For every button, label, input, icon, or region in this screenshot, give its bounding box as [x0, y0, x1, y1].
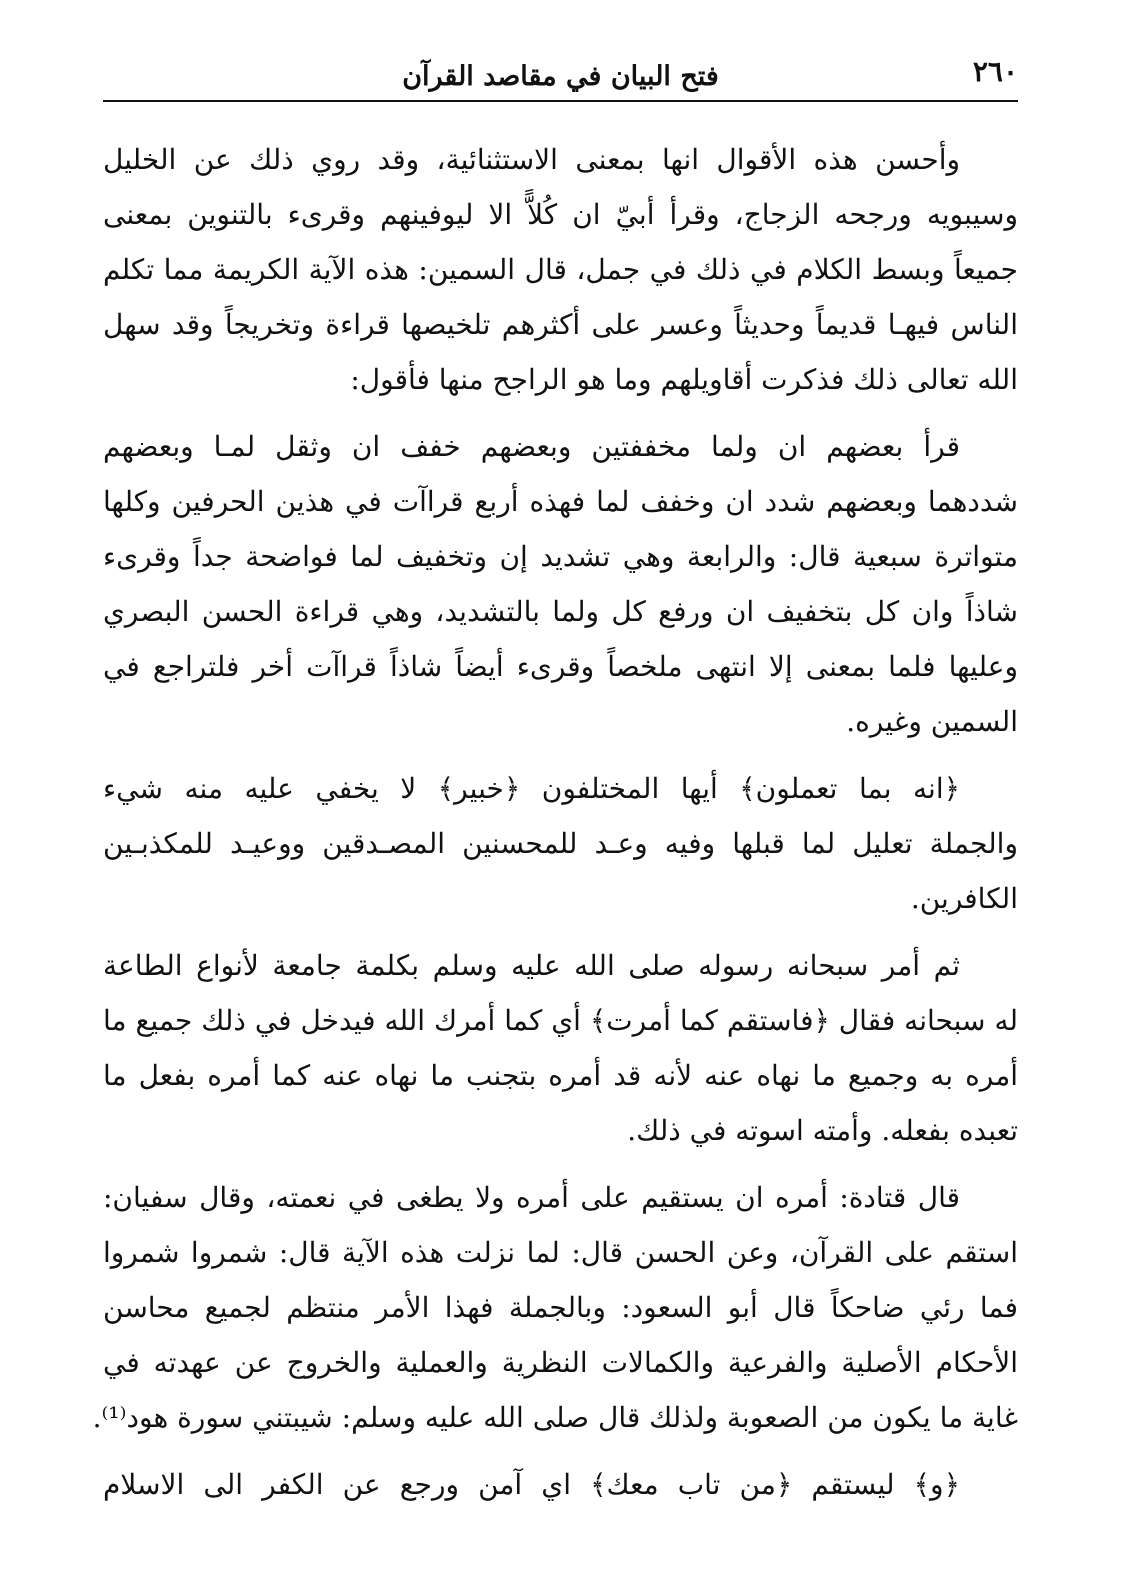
text-line: استقم على القرآن، وعن الحسن قال: لما نزلت هذه الآية قال: شمروا شمروا: [103, 1236, 1018, 1269]
text-line: فما رئي ضاحكاً قال أبو السعود: وبالجملة فهذا الأمر منتظم لجميع محاسن: [103, 1291, 1018, 1324]
text-line: شددهما وبعضهم شدد ان وخفف لما فهذه أربع قراآت في هذين الحرفين وكلها: [103, 485, 1018, 518]
paragraph: [103, 761, 1018, 926]
paragraph: [92, 1170, 1018, 1445]
text-line: جميعاً وبسط الكلام في ذلك في جمل، قال السمين: هذه الآية الكريمة مما تكلم: [103, 253, 1018, 286]
text-line: وعليها فلما بمعنى إلا انتهى ملخصاً وقرىء أيضاً شاذاً قراآت أخر فلتراجع في: [103, 650, 1018, 683]
paragraph: [103, 132, 1018, 407]
text-line: وسيبويه ورجحه الزجاج، وقرأ أبيّ ان كُلاًّ الا ليوفينهم وقرىء بالتنوين بمعنى: [103, 198, 1018, 231]
text-line: الكافرين.: [910, 882, 1018, 915]
text-line: الأحكام الأصلية والفرعية والكمالات النظرية والعملية والخروج عن عهدته في: [103, 1346, 1018, 1379]
text-line: تعبده بفعله. وأمته اسوته في ذلك.: [627, 1114, 1018, 1147]
text-line: والجملة تعليل لما قبلها وفيه وعـد للمحسنين المصـدقين ووعيـد للمكذبـين: [103, 827, 1018, 860]
header-title: فتح البيان في مقاصد القرآن: [402, 61, 719, 92]
paragraph: [103, 419, 1018, 749]
text-line: غاية ما يكون من الصعوبة ولذلك قال صلى الله عليه وسلم: شيبتني سورة هود⁽¹⁾.: [92, 1401, 1018, 1434]
text-line: له سبحانه فقال ﴿فاستقم كما أمرت﴾ أي كما أمرك الله فيدخل في ذلك جميع ما: [103, 1004, 1018, 1037]
text-line: ﴿و﴾ ليستقم ﴿من تاب معك﴾ اي آمن ورجع عن الكفر الى الاسلام: [103, 1468, 960, 1501]
text-line: أمره به وجميع ما نهاه عنه لأنه قد أمره بتجنب ما نهاه عنه كما أمره بفعل ما: [103, 1059, 1018, 1092]
text-line: وأحسن هذه الأقوال انها بمعنى الاستثنائية، وقد روي ذلك عن الخليل: [103, 143, 960, 176]
text-line: شاذاً وان كل بتخفيف ان ورفع كل ولما بالتشديد، وهي قراءة الحسن البصري: [103, 595, 1018, 628]
text-line: الله تعالى ذلك فذكرت أقاويلهم وما هو الراجح منها فأقول:: [350, 363, 1018, 396]
text-line: ﴿انه بما تعملون﴾ أيها المختلفون ﴿خبير﴾ لا يخفي عليه منه شيء: [103, 772, 960, 805]
paragraph: [103, 938, 1018, 1158]
page-number: ٢٦٠: [972, 55, 1018, 88]
text-line: السمين وغيره.: [846, 705, 1018, 738]
header-rule: [103, 100, 1018, 102]
text-line: متواترة سبعية قال: والرابعة وهي تشديد إن وتخفيف لما فواضحة جداً وقرىء: [103, 540, 1018, 573]
body-text: [92, 132, 1018, 1512]
text-line: ثم أمر سبحانه رسوله صلى الله عليه وسلم بكلمة جامعة لأنواع الطاعة: [103, 949, 960, 982]
text-line: الناس فيهـا قديماً وحديثاً وعسر على أكثرهم تلخيصها قراءة وتخريجاً وقد سهل: [103, 308, 1018, 341]
text-line: قرأ بعضهم ان ولما مخففتين وبعضهم خفف ان وثقل لمـا وبعضهم: [103, 430, 960, 463]
paragraph: [103, 1457, 1018, 1512]
text-line: قال قتادة: أمره ان يستقيم على أمره ولا يطغى في نعمته، وقال سفيان:: [103, 1181, 960, 1214]
running-header: [103, 52, 1018, 92]
